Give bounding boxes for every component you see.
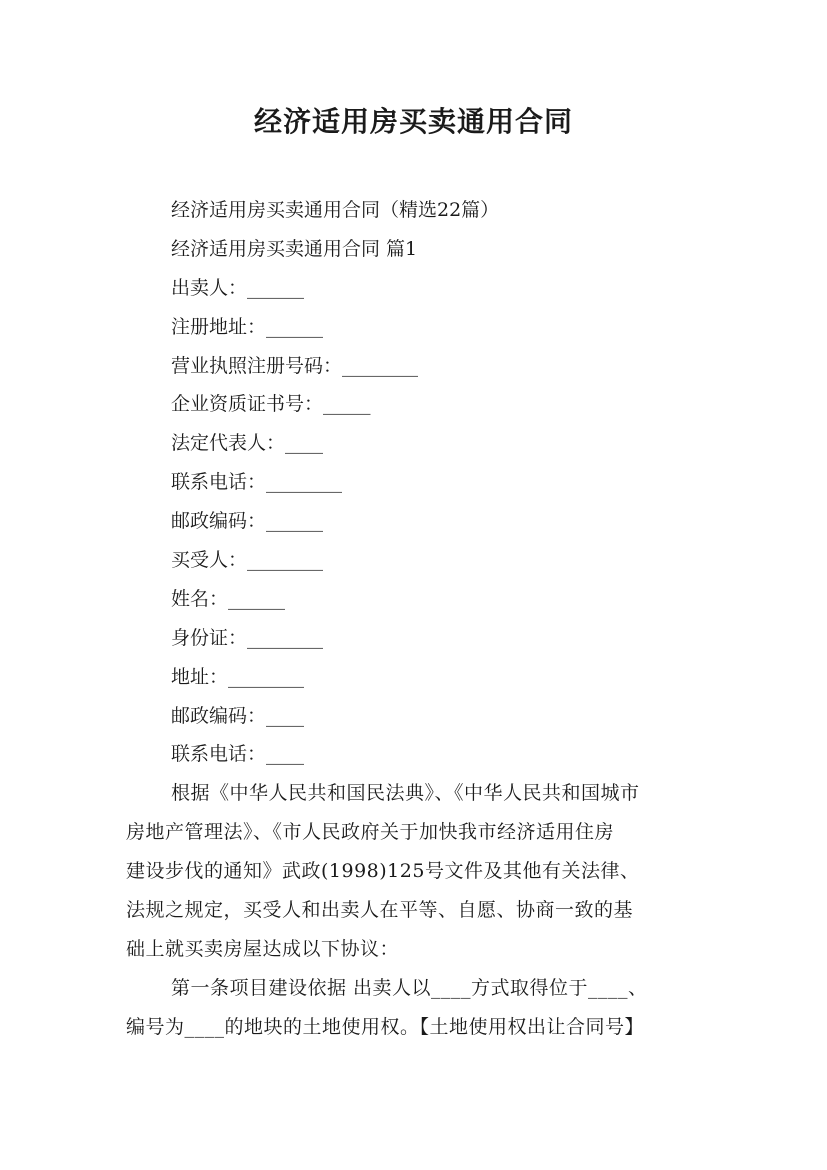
paragraph-line: 第一条项目建设依据 出卖人以____方式取得位于____、 [171, 976, 648, 999]
paragraph-article-1 [126, 969, 726, 1047]
field-buyer-name: 姓名：______ [171, 587, 286, 610]
doc-line-section-heading: 经济适用房买卖通用合同 篇1 [171, 237, 418, 260]
field-seller-postcode: 邮政编码：______ [171, 510, 324, 533]
field-legal-representative: 法定代表人：____ [171, 432, 324, 455]
paragraph-line: 房地产管理法》、《市人民政府关于加快我市经济适用住房 [126, 821, 615, 844]
doc-line-subtitle: 经济适用房买卖通用合同（精选22篇） [171, 199, 500, 221]
field-buyer-id: 身份证：________ [171, 626, 324, 649]
paragraph-line: 根据《中华人民共和国民法典》、《中华人民共和国城市 [171, 782, 640, 805]
paragraph-line: 建设步伐的通知》武政(1998)125号文件及其他有关法律、 [126, 860, 640, 883]
field-seller-phone: 联系电话：________ [171, 471, 343, 494]
field-buyer-postcode: 邮政编码：____ [171, 704, 305, 727]
field-buyer-phone: 联系电话：____ [171, 743, 305, 766]
field-business-license-number: 营业执照注册号码：________ [171, 354, 419, 377]
field-qualification-certificate: 企业资质证书号：_____ [171, 393, 371, 416]
field-buyer-address: 地址：________ [171, 665, 305, 688]
paragraph-line: 法规之规定，买受人和出卖人在平等、自愿、协商一致的基 [126, 899, 634, 922]
document-title: 经济适用房买卖通用合同 [253, 105, 573, 138]
field-seller: 出卖人：______ [171, 276, 305, 299]
paragraph-line: 础上就买卖房屋达成以下协议： [126, 937, 400, 960]
paragraph-line: 编号为____的地块的土地使用权。【土地使用权出让合同号】 [126, 1015, 645, 1038]
paragraph-legal-basis [126, 774, 726, 968]
document-body [126, 191, 726, 1047]
field-buyer: 买受人：________ [171, 549, 324, 572]
field-registered-address: 注册地址：______ [171, 315, 324, 338]
